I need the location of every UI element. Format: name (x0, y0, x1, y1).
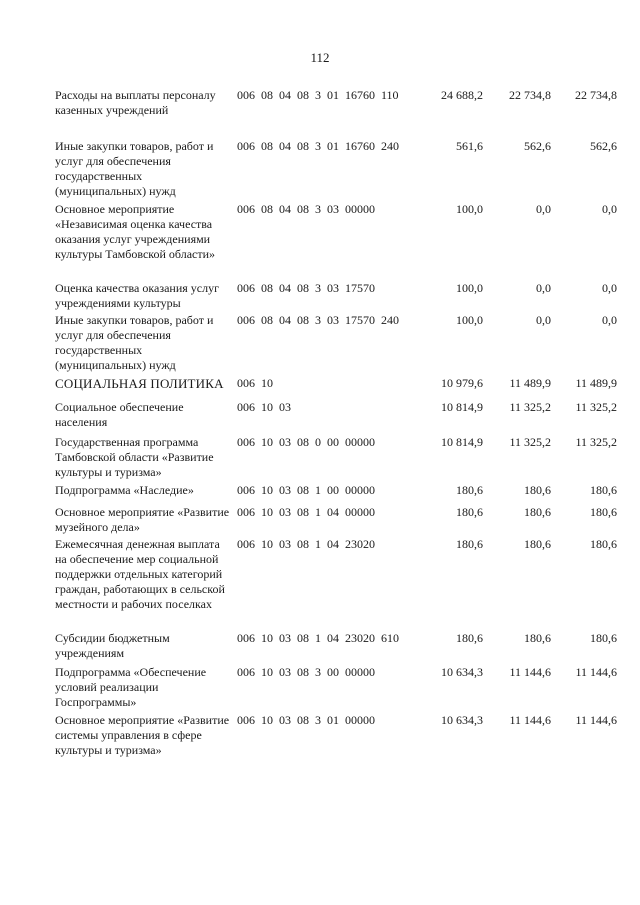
row-value-1: 100,0 (456, 202, 483, 216)
row-name: Социальное обеспечение населения (55, 400, 184, 429)
row-value-1: 561,6 (456, 139, 483, 153)
row-value-2: 11 144,6 (509, 713, 551, 727)
row-value-2: 11 325,2 (509, 435, 551, 449)
row-value-1: 100,0 (456, 313, 483, 327)
row-name: Оценка качества оказания услуг учреждениями культуры (55, 281, 220, 310)
row-name: Расходы на выплаты персоналу казенных учреждений (55, 88, 216, 117)
row-value-3: 11 489,9 (575, 376, 617, 390)
row-value-2: 11 489,9 (509, 376, 551, 390)
row-value-3: 0,0 (602, 202, 617, 216)
row-value-1: 180,6 (456, 505, 483, 519)
row-value-3: 180,6 (590, 631, 617, 645)
row-code: 006 10 03 08 1 04 00000 (237, 505, 375, 519)
row-value-2: 0,0 (536, 202, 551, 216)
row-value-3: 11 144,6 (575, 713, 617, 727)
row-value-3: 0,0 (602, 313, 617, 327)
row-value-1: 180,6 (456, 537, 483, 551)
row-name: Основное мероприятие «Независимая оценка качества оказания услуг учреждениями культуры Тамбовской области» (55, 202, 216, 261)
row-value-3: 180,6 (590, 505, 617, 519)
row-name: Субсидии бюджетным учреждениям (55, 631, 170, 660)
row-value-2: 11 144,6 (509, 665, 551, 679)
row-value-3: 11 325,2 (575, 435, 617, 449)
row-code: 006 10 (237, 376, 273, 390)
row-value-1: 10 979,6 (441, 376, 483, 390)
row-value-1: 10 634,3 (441, 665, 483, 679)
row-code: 006 10 03 08 1 00 00000 (237, 483, 375, 497)
row-name: Иные закупки товаров, работ и услуг для обеспечения государственных (муниципальных) нужд (55, 139, 214, 198)
row-value-3: 11 144,6 (575, 665, 617, 679)
row-value-2: 180,6 (524, 537, 551, 551)
row-value-1: 10 814,9 (441, 400, 483, 414)
row-value-3: 180,6 (590, 483, 617, 497)
row-value-1: 180,6 (456, 483, 483, 497)
row-code: 006 08 04 08 3 01 16760 240 (237, 139, 399, 153)
row-code: 006 08 04 08 3 03 17570 (237, 281, 375, 295)
page-number: 112 (310, 50, 330, 65)
row-code: 006 08 04 08 3 03 00000 (237, 202, 375, 216)
row-name: Подпрограмма «Наследие» (55, 483, 194, 497)
row-code: 006 08 04 08 3 03 17570 240 (237, 313, 399, 327)
row-value-2: 22 734,8 (509, 88, 551, 102)
row-code: 006 10 03 (237, 400, 291, 414)
row-name: Ежемесячная денежная выплата на обеспечение мер социальной поддержки отдельных категорий граждан, работающих в сельской местности и рабочих поселках (55, 537, 225, 611)
row-name: СОЦИАЛЬНАЯ ПОЛИТИКА (55, 376, 224, 391)
row-value-2: 180,6 (524, 483, 551, 497)
row-code: 006 10 03 08 1 04 23020 610 (237, 631, 399, 645)
row-name: Основное мероприятие «Развитие системы управления в сфере культуры и туризма» (55, 713, 230, 757)
row-name: Иные закупки товаров, работ и услуг для обеспечения государственных (муниципальных) нужд (55, 313, 214, 372)
row-value-1: 100,0 (456, 281, 483, 295)
row-value-1: 10 814,9 (441, 435, 483, 449)
row-value-2: 11 325,2 (509, 400, 551, 414)
row-value-3: 180,6 (590, 537, 617, 551)
row-value-2: 180,6 (524, 505, 551, 519)
row-value-2: 180,6 (524, 631, 551, 645)
row-value-2: 0,0 (536, 313, 551, 327)
row-value-3: 22 734,8 (575, 88, 617, 102)
row-code: 006 10 03 08 3 00 00000 (237, 665, 375, 679)
row-value-1: 24 688,2 (441, 88, 483, 102)
row-code: 006 10 03 08 3 01 00000 (237, 713, 375, 727)
row-value-1: 180,6 (456, 631, 483, 645)
row-value-2: 0,0 (536, 281, 551, 295)
row-name: Государственная программа Тамбовской области «Развитие культуры и туризма» (55, 435, 214, 479)
row-value-1: 10 634,3 (441, 713, 483, 727)
row-code: 006 10 03 08 1 04 23020 (237, 537, 375, 551)
row-name: Основное мероприятие «Развитие музейного дела» (55, 505, 230, 534)
row-code: 006 08 04 08 3 01 16760 110 (237, 88, 399, 102)
row-value-3: 11 325,2 (575, 400, 617, 414)
row-name: Подпрограмма «Обеспечение условий реализации Госпрограммы» (55, 665, 207, 709)
row-code: 006 10 03 08 0 00 00000 (237, 435, 375, 449)
row-value-2: 562,6 (524, 139, 551, 153)
row-value-3: 0,0 (602, 281, 617, 295)
row-value-3: 562,6 (590, 139, 617, 153)
